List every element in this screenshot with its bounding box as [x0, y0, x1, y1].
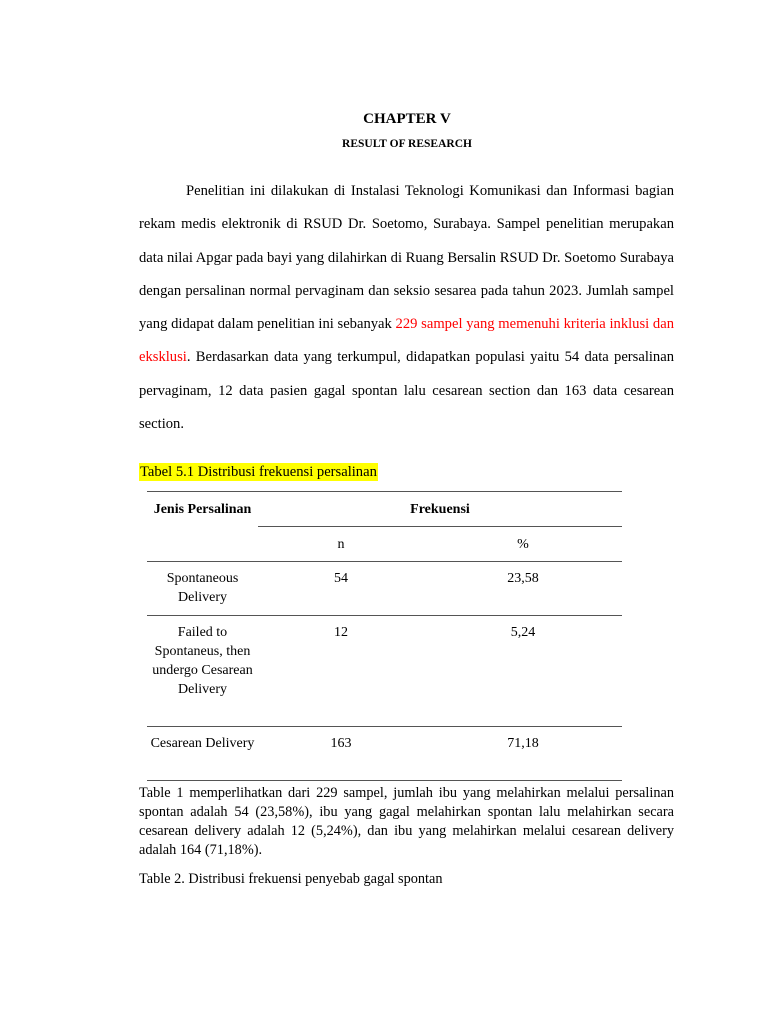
- row-type: Cesarean Delivery: [147, 727, 258, 781]
- table1-summary: Table 1 memperlihatkan dari 229 sampel, jumlah ibu yang melahirkan melalui persalinan spontan adalah 54 (23,58%), ibu yang gagal melahirkan spontan lalu melahirkan secara cesarean delivery adalah 12 (5,24%), dan ibu yang melahirkan melalui cesarean delivery adalah 164 (71,18%).: [139, 785, 674, 858]
- row-percent: 71,18: [424, 727, 622, 781]
- header-jenis-persalinan: Jenis Persalinan: [147, 492, 258, 562]
- chapter-subtitle: RESULT OF RESEARCH: [342, 138, 472, 150]
- header-n: n: [258, 527, 424, 562]
- row-n: 163: [258, 727, 424, 781]
- chapter-title: CHAPTER V: [363, 111, 451, 127]
- row-percent: 23,58: [424, 562, 622, 616]
- row-n: 12: [258, 616, 424, 727]
- row-percent: 5,24: [424, 616, 622, 727]
- body-paragraph: [139, 175, 674, 441]
- paragraph-text-start: Penelitian ini dilakukan di Instalasi Teknologi Komunikasi dan Informasi bagian rekam medis elektronik di RSUD Dr. Soetomo, Surabaya. Sampel penelitian merupakan data nilai Apgar pada bayi yang dilahirkan di Ruang Bersalin RSUD Dr. Soetomo Surabaya dengan persalinan normal pervaginam dan seksio sesarea pada tahun 2023. Jumlah sampel yang didapat dalam penelitian ini sebanyak: [139, 183, 674, 333]
- highlighted-sample-text: 229 sampel yang memenuhi kriteria inklusi dan eksklusi: [139, 316, 674, 366]
- frequency-table: [147, 491, 622, 781]
- table1-caption: Tabel 5.1 Distribusi frekuensi persalinan: [140, 464, 377, 480]
- table-row: [147, 562, 622, 616]
- header-percent: %: [424, 527, 622, 562]
- table-row: [147, 727, 622, 781]
- row-type: Spontaneous Delivery: [147, 562, 258, 616]
- paragraph-text-end: . Berdasarkan data yang terkumpul, didapatkan populasi yaitu 54 data persalinan pervaginam, 12 data pasien gagal spontan lalu cesarean section dan 163 data cesarean section.: [139, 349, 674, 433]
- table2-caption: Table 2. Distribusi frekuensi penyebab gagal spontan: [139, 871, 443, 887]
- table-row: [147, 616, 622, 727]
- row-n: 54: [258, 562, 424, 616]
- row-type: Failed to Spontaneus, then undergo Cesarean Delivery: [147, 616, 258, 727]
- header-frekuensi: Frekuensi: [258, 492, 622, 527]
